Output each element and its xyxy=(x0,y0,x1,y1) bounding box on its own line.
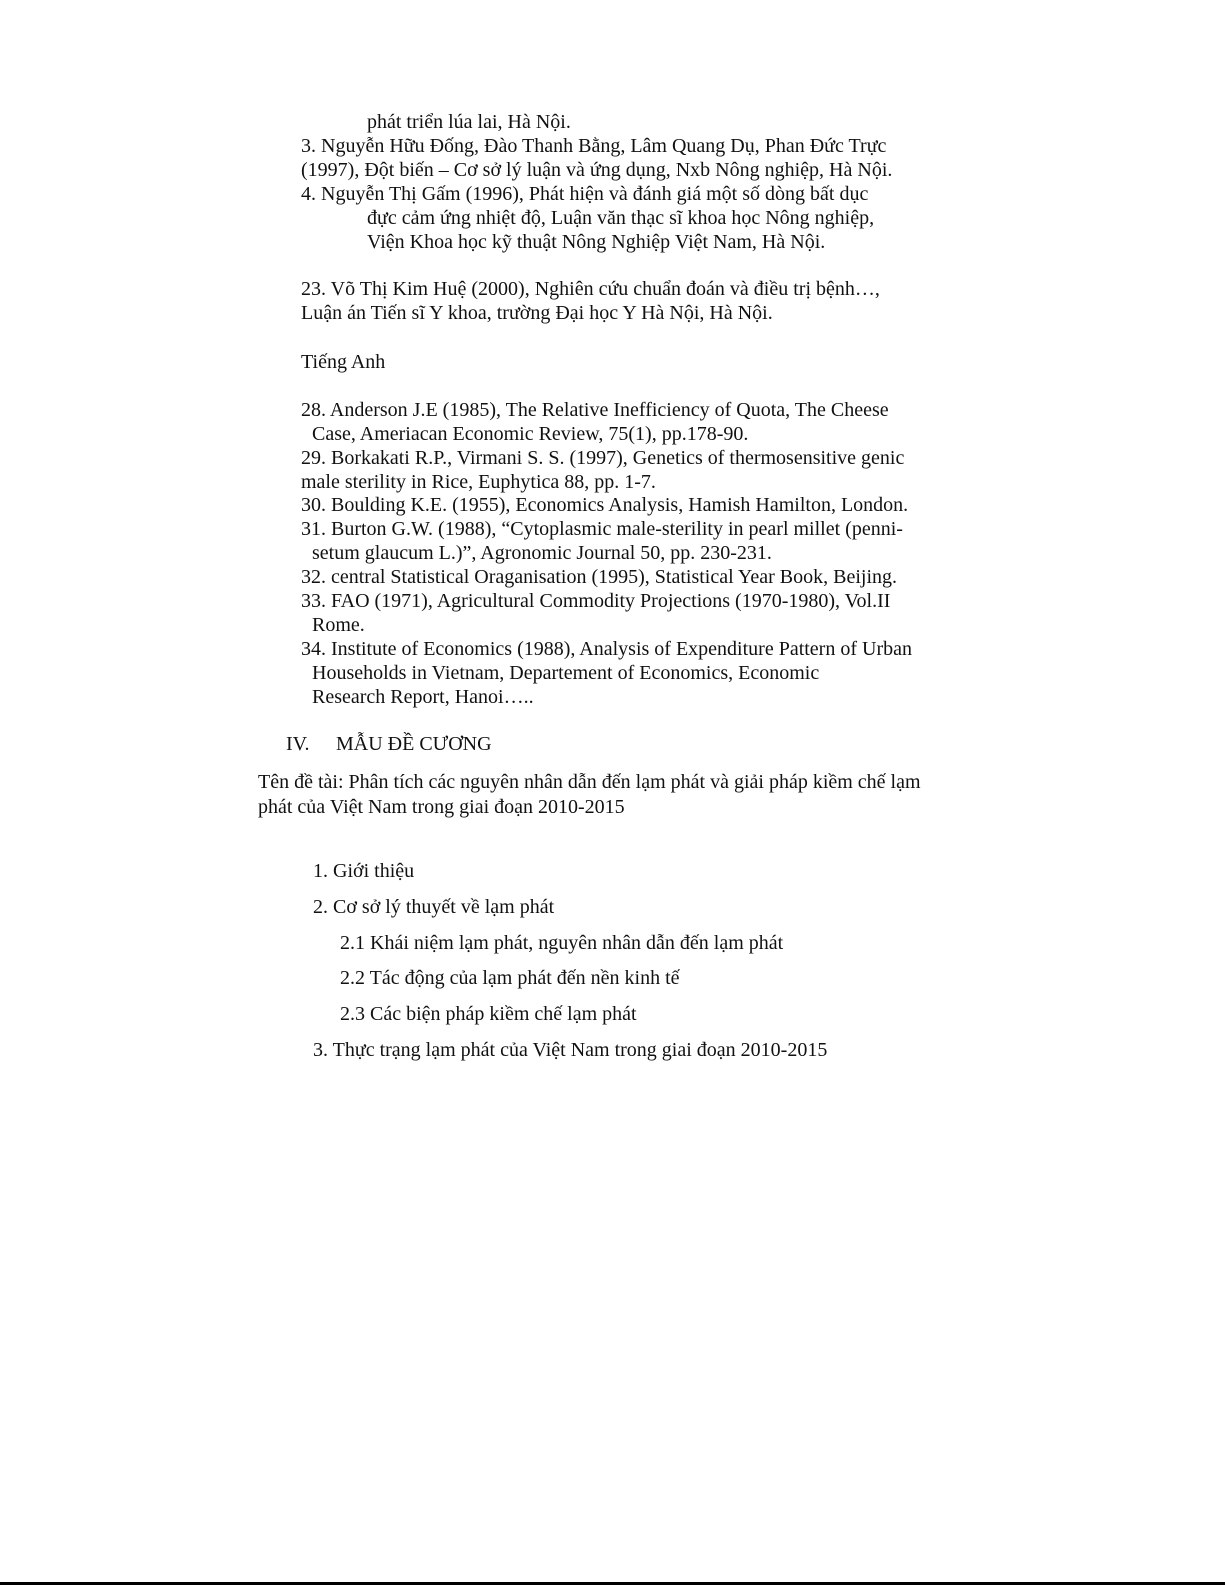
outline-item-2: 2. Cơ sở lý thuyết về lạm phát xyxy=(313,896,555,918)
reference-31-line-2: setum glaucum L.)”, Agronomic Journal 50, pp. 230-231. xyxy=(312,542,772,564)
reference-3-line-2: (1997), Đột biến – Cơ sở lý luận và ứng dụng, Nxb Nông nghiệp, Hà Nội. xyxy=(301,159,893,181)
reference-2-continuation: phát triển lúa lai, Hà Nội. xyxy=(367,111,571,133)
reference-33-line-2: Rome. xyxy=(312,614,365,636)
outline-item-2-1: 2.1 Khái niệm lạm phát, nguyên nhân dẫn đến lạm phát xyxy=(340,932,784,954)
reference-28-line-1: 28. Anderson J.E (1985), The Relative Inefficiency of Quota, The Cheese xyxy=(301,399,889,421)
reference-28-line-2: Case, Ameriacan Economic Review, 75(1), pp.178-90. xyxy=(312,423,749,445)
section-iv-title: MẪU ĐỀ CƯƠNG xyxy=(336,733,492,755)
reference-4-line-3: Viện Khoa học kỹ thuật Nông Nghiệp Việt Nam, Hà Nội. xyxy=(367,231,826,253)
reference-31-line-1: 31. Burton G.W. (1988), “Cytoplasmic male-sterility in pearl millet (penni- xyxy=(301,518,903,540)
reference-4-line-1: 4. Nguyễn Thị Gấm (1996), Phát hiện và đánh giá một số dòng bất dục xyxy=(301,183,869,205)
reference-34-line-1: 34. Institute of Economics (1988), Analysis of Expenditure Pattern of Urban xyxy=(301,638,912,660)
reference-34-line-2: Households in Vietnam, Departement of Economics, Economic xyxy=(312,662,820,684)
topic-title-line-2: phát của Việt Nam trong giai đoạn 2010-2015 xyxy=(258,796,625,818)
reference-30-line-1: 30. Boulding K.E. (1955), Economics Analysis, Hamish Hamilton, London. xyxy=(301,494,909,516)
english-references-heading: Tiếng Anh xyxy=(301,351,386,373)
reference-29-line-1: 29. Borkakati R.P., Virmani S. S. (1997), Genetics of thermosensitive genic xyxy=(301,447,905,469)
section-iv-number: IV. xyxy=(286,733,310,755)
reference-32-line-1: 32. central Statistical Oraganisation (1995), Statistical Year Book, Beijing. xyxy=(301,566,898,588)
outline-item-2-3: 2.3 Các biện pháp kiềm chế lạm phát xyxy=(340,1003,637,1025)
reference-33-line-1: 33. FAO (1971), Agricultural Commodity Projections (1970-1980), Vol.II xyxy=(301,590,891,612)
outline-item-1: 1. Giới thiệu xyxy=(313,860,415,882)
reference-3-line-1: 3. Nguyễn Hữu Đống, Đào Thanh Bằng, Lâm Quang Dụ, Phan Đức Trực xyxy=(301,135,887,157)
topic-title-line-1: Tên đề tài: Phân tích các nguyên nhân dẫn đến lạm phát và giải pháp kiềm chế lạm xyxy=(258,771,921,793)
outline-item-3: 3. Thực trạng lạm phát của Việt Nam trong giai đoạn 2010-2015 xyxy=(313,1039,828,1061)
reference-29-line-2: male sterility in Rice, Euphytica 88, pp. 1-7. xyxy=(301,471,656,493)
reference-23-line-1: 23. Võ Thị Kim Huệ (2000), Nghiên cứu chuẩn đoán và điều trị bệnh…, xyxy=(301,278,880,300)
reference-4-line-2: đực cảm ứng nhiệt độ, Luận văn thạc sĩ khoa học Nông nghiệp, xyxy=(367,207,875,229)
reference-34-line-3: Research Report, Hanoi….. xyxy=(312,686,534,708)
outline-item-2-2: 2.2 Tác động của lạm phát đến nền kinh tế xyxy=(340,967,680,989)
reference-23-line-2: Luận án Tiến sĩ Y khoa, trường Đại học Y Hà Nội, Hà Nội. xyxy=(301,302,773,324)
